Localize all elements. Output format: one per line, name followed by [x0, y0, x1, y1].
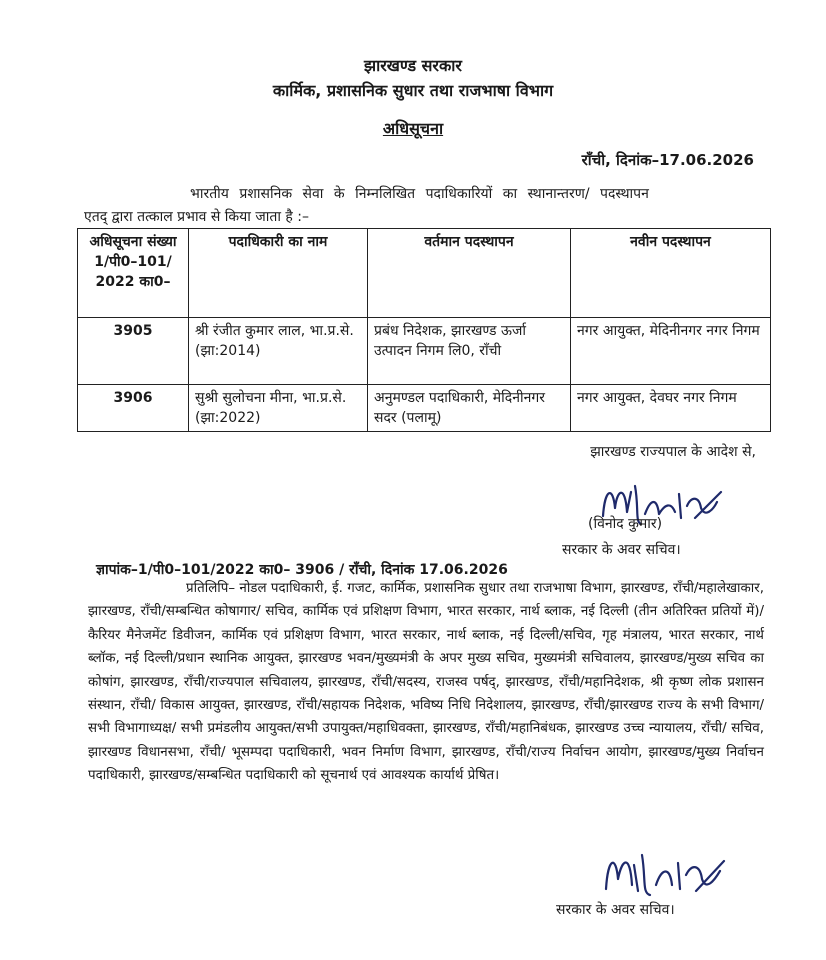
row-number: 3905 — [78, 318, 189, 385]
header-current-posting: वर्तमान पदस्थापन — [368, 229, 571, 318]
government-heading: झारखण्ड सरकार — [364, 56, 462, 75]
table-header-row — [78, 229, 771, 318]
copy-to-paragraph: प्रतिलिपि– नोडल पदाधिकारी, ई. गजट, कार्मिक, प्रशासनिक सुधार तथा राजभाषा विभाग, झारखण्ड, राँची/महालेखाकार, झारखण्ड, राँची/सम्बन्धित कोषागार/ सचिव, कार्मिक एवं प्रशिक्षण विभाग, भारत सरकार, नार्थ ब्लाक, नई दिल्ली (तीन अतिरिक्त प्रतियों में)/ कैरियर मैनेजमेंट डिवीजन, कार्मिक एवं प्रशिक्षण विभाग, भारत सरकार, नार्थ ब्लाक, नई दिल्ली/सचिव, गृह मंत्रालय, भारत सरकार, नार्थ ब्लॉक, नई दिल्ली/प्रधान स्थानिक आयुक्त, झारखण्ड भवन/मुख्यमंत्री के अपर मुख्य सचिव, मुख्यमंत्री सचिवालय, झारखण्ड/मुख्य सचिव का कोषांग, झारखण्ड, राँची/राज्यपाल सचिवालय, झारखण्ड, राँची/सदस्य, राजस्व पर्षद्, झारखण्ड, राँची/महानिदेशक, श्री कृष्ण लोक प्रशासन संस्थान, राँची/ विकास आयुक्त, झारखण्ड, राँची/सहायक निदेशक, भविष्य निधि निदेशालय, झारखण्ड, राँची/झारखण्ड राज्य के सभी विभाग/सभी विभागाध्यक्ष/ सभी प्रमंडलीय आयुक्त/सभी उपायुक्त/महाधिवक्ता, झारखण्ड, राँची/महानिबंधक, झारखण्ड उच्च न्यायालय, राँची/ सचिव, झारखण्ड विधानसभा, राँची/ भूसम्पदा पदाधिकारी, भवन निर्माण विभाग, झारखण्ड, राँची/राज्य निर्वाचन आयोग, झारखण्ड/मुख्य निर्वाचन पदाधिकारी, झारखण्ड/सम्बन्धित पदाधिकारी को सूचनार्थ एवं आवश्यक कार्यार्थ प्रेषित। — [88, 581, 764, 784]
department-heading: कार्मिक, प्रशासनिक सुधार तथा राजभाषा विभाग — [272, 81, 554, 100]
table-row — [78, 385, 771, 432]
header-notification-number: अधिसूचना संख्या 1/पी0–101/ 2022 का0– — [78, 229, 189, 318]
row-officer-name: सुश्री सुलोचना मीना, भा.प्र.से. (झा:2022) — [189, 385, 368, 432]
document-type-heading — [0, 117, 826, 139]
row-current-posting: अनुमण्डल पदाधिकारी, मेदिनीनगर सदर (पलामू) — [368, 385, 571, 432]
intro-line-1: भारतीय प्रशासनिक सेवा के निम्नलिखित पदाधिकारियों का स्थानान्तरण/ पदस्थापन — [190, 186, 649, 202]
memo-number-line: ज्ञापांक–1/पी0–101/2022 का0– 3906 / राँची, दिनांक 17.06.2026 — [96, 562, 508, 578]
intro-line-2: एतद् द्वारा तत्काल प्रभाव से किया जाता है :– — [84, 209, 309, 225]
header-officer-name: पदाधिकारी का नाम — [189, 229, 368, 318]
row-new-posting: नगर आयुक्त, मेदिनीनगर नगर निगम — [571, 318, 771, 385]
row-current-posting: प्रबंध निदेशक, झारखण्ड ऊर्जा उत्पादन निगम लि0, राँची — [368, 318, 571, 385]
signatory-designation: सरकार के अवर सचिव। — [562, 542, 681, 558]
transfer-table — [77, 228, 771, 432]
place-date: राँची, दिनांक–17.06.2026 — [581, 151, 754, 169]
document-type-label: अधिसूचना — [382, 119, 444, 138]
header-new-posting: नवीन पदस्थापन — [571, 229, 771, 318]
signature-2-image — [600, 845, 730, 903]
table-row — [78, 318, 771, 385]
row-officer-name: श्री रंजीत कुमार लाल, भा.प्र.से. (झा:2014) — [189, 318, 368, 385]
signatory-name: (विनोद कुमार) — [588, 516, 663, 532]
row-number: 3906 — [78, 385, 189, 432]
row-new-posting: नगर आयुक्त, देवघर नगर निगम — [571, 385, 771, 432]
governor-order-line: झारखण्ड राज्यपाल के आदेश से, — [590, 444, 756, 460]
final-designation: सरकार के अवर सचिव। — [556, 902, 675, 918]
